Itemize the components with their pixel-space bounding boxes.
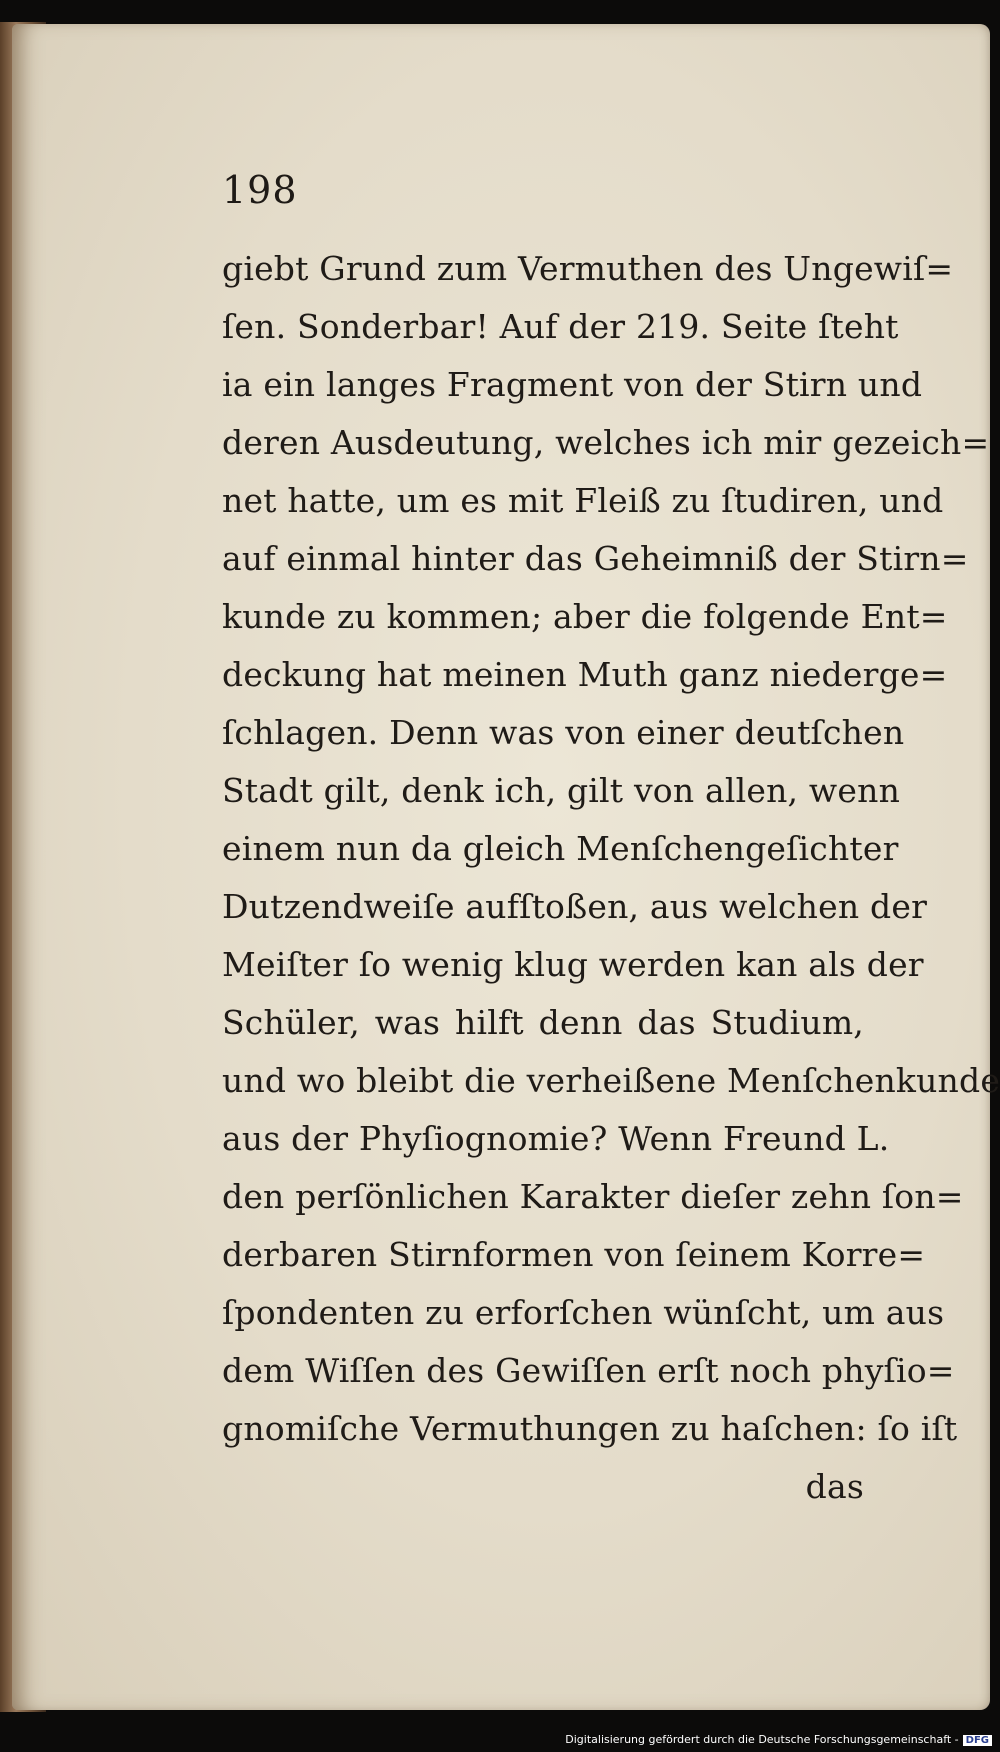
text-line: einem nun da gleich Menſchengeſichter <box>222 829 899 868</box>
text-line: ſen. Sonderbar! Auf der 219. Seite ſteht <box>222 307 899 346</box>
text-line: Stadt gilt, denk ich, gilt von allen, wenn <box>222 771 901 810</box>
catchword: das <box>805 1467 864 1506</box>
text-line: und wo bleibt die verheißene Menſchenkunde <box>222 1061 1000 1100</box>
text-line: aus der Phyſiognomie? Wenn Freund L. <box>222 1119 890 1158</box>
text-line: den perſönlichen Karakter dieſer zehn ſon= <box>222 1177 964 1216</box>
body-text <box>222 240 1000 1516</box>
page-number: 198 <box>222 168 298 212</box>
text-line: Meiſter ſo wenig klug werden kan als der <box>222 945 924 984</box>
text-line: deckung hat meinen Muth ganz niederge= <box>222 655 948 694</box>
text-line: Schüler, was hilft denn das Studium, <box>222 1003 864 1042</box>
dfg-logo: DFG <box>963 1735 992 1746</box>
text-line: Dutzendweiſe aufſtoßen, aus welchen der <box>222 887 928 926</box>
text-line: derbaren Stirnformen von ſeinem Korre= <box>222 1235 926 1274</box>
text-line: deren Ausdeutung, welches ich mir gezeich= <box>222 423 990 462</box>
text-line: net hatte, um es mit Fleiß zu ſtudiren, und <box>222 481 944 520</box>
credit-text: Digitalisierung gefördert durch die Deutsche Forschungsgemeinschaft - <box>565 1733 959 1746</box>
text-line: ia ein langes Fragment von der Stirn und <box>222 365 923 404</box>
text-line: ſpondenten zu erforſchen wünſcht, um aus <box>222 1293 945 1332</box>
text-line: kunde zu kommen; aber die folgende Ent= <box>222 597 948 636</box>
text-line: ſchlagen. Denn was von einer deutſchen <box>222 713 905 752</box>
digitization-credit <box>565 1733 992 1746</box>
text-line: dem Wiſſen des Gewiſſen erſt noch phyſio= <box>222 1351 955 1390</box>
text-line: gnomiſche Vermuthungen zu haſchen: ſo iſt <box>222 1409 958 1448</box>
text-line: giebt Grund zum Vermuthen des Ungewiſ= <box>222 249 954 288</box>
text-line: auf einmal hinter das Geheimniß der Stirn= <box>222 539 969 578</box>
